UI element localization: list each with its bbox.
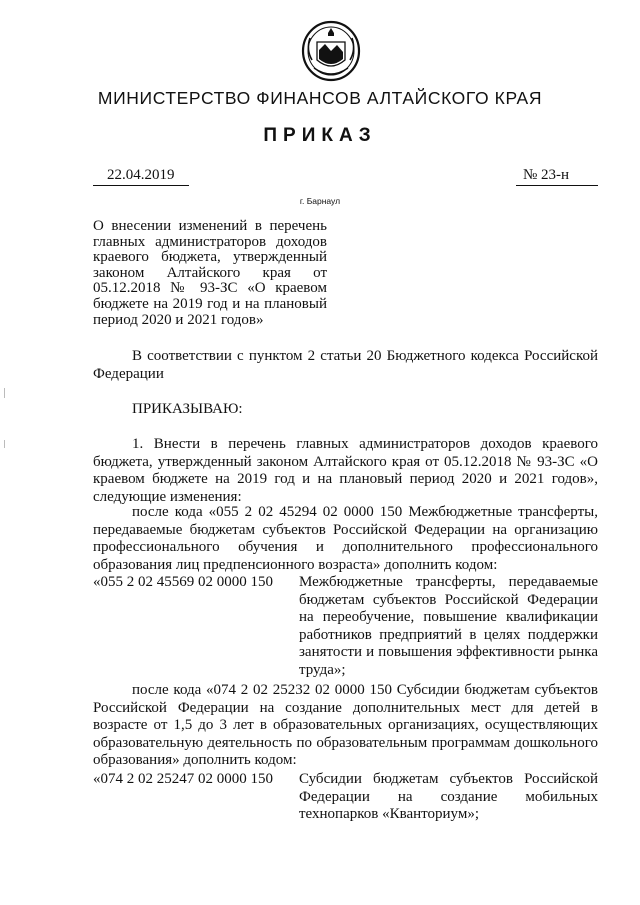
- code-row-2-description: Субсидии бюджетам субъектов Российской Федерации на создание мобильных технопарков «Кванториум»;: [299, 771, 598, 822]
- document-type-heading: ПРИКАЗ: [263, 125, 377, 146]
- scan-margin-mark: [4, 388, 5, 398]
- city-label: г. Барнаул: [299, 196, 341, 206]
- document-number-line: [516, 167, 598, 186]
- document-date-line: [93, 167, 189, 186]
- document-number: № 23-н: [523, 167, 570, 183]
- scan-margin-mark: [4, 440, 5, 448]
- code-row-1-code: «055 2 02 45569 02 0000 150: [93, 574, 273, 590]
- after-code-1-paragraph: после кода «055 2 02 45294 02 0000 150 Межбюджетные трансферты, передаваемые бюджетам субъектов Российской Федерации на организацию профессионального обучения и дополнительного профессионального образования лиц предпенсионного возраста» дополнить кодом:: [93, 504, 598, 573]
- legal-basis-paragraph: В соответствии с пунктом 2 статьи 20 Бюджетного кодекса Российской Федерации: [93, 348, 598, 382]
- ministry-title: МИНИСТЕРСТВО ФИНАНСОВ АЛТАЙСКОГО КРАЯ: [97, 88, 543, 108]
- order-word: ПРИКАЗЫВАЮ:: [132, 401, 243, 417]
- code-row-2-code: «074 2 02 25247 02 0000 150: [93, 771, 273, 787]
- code-row-1-description: Межбюджетные трансферты, передаваемые бюджетам субъектов Российской Федерации на переобучение, повышение квалификации работников предприятий в целях поддержки занятости и повышения эффективности рынка труда»;: [299, 574, 598, 678]
- item-1-paragraph: 1. Внести в перечень главных администраторов доходов краевого бюджета, утвержденный законом Алтайского края от 05.12.2018 № 93-ЗС «О краевом бюджете на 2019 год и на плановый период 2020 и 2021 годов», следующие изменения:: [93, 436, 598, 505]
- code-row-1: [93, 574, 598, 678]
- document-date: 22.04.2019: [107, 167, 175, 183]
- code-row-2: [93, 771, 598, 823]
- after-code-2-paragraph: после кода «074 2 02 25232 02 0000 150 Субсидии бюджетам субъектов Российской Федерации на создание дополнительных мест для детей в возрасте от 1,5 до 3 лет в образовательных организациях, осуществляющих образовательную деятельность по образовательным программам дошкольного образования» дополнить кодом:: [93, 682, 598, 768]
- document-subject: О внесении изменений в перечень главных администраторов доходов краевого бюджета, утвержденный законом Алтайского края от 05.12.2018 № 93-ЗС «О краевом бюджете на 2019 год и на плановый период 2020 и 2021 годов»: [93, 218, 327, 328]
- coat-of-arms-icon: [298, 20, 364, 82]
